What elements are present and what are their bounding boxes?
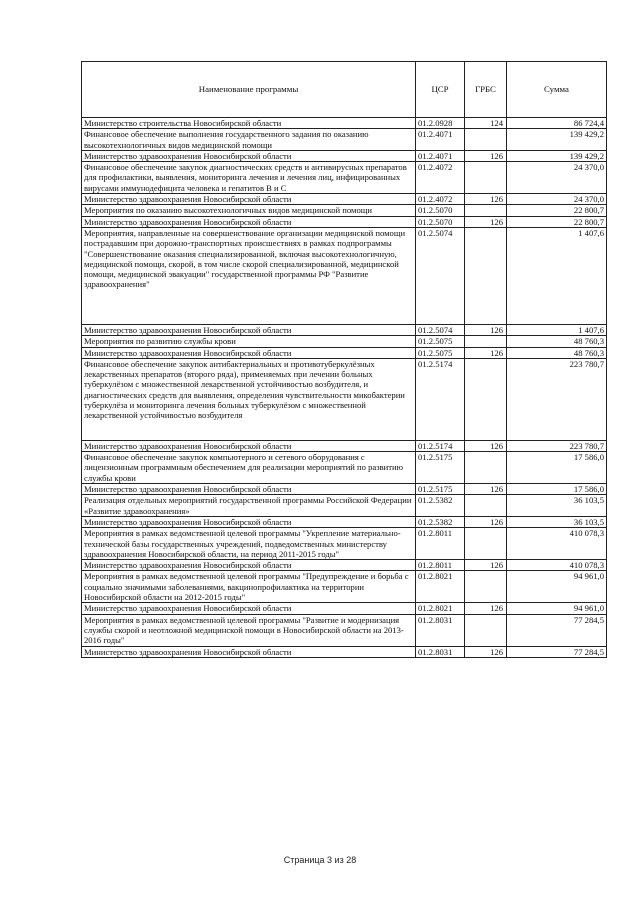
row-csr-code: 01.2.0928 — [416, 118, 465, 129]
row-program-name: Реализация отдельных мероприятий государственной программы Российской Федерации «Развитие здравоохранения» — [82, 495, 416, 517]
row-program-name: Министерство здравоохранения Новосибирской области — [82, 560, 416, 571]
row-sum: 36 103,5 — [507, 495, 607, 517]
row-program-name: Мероприятия в рамках ведомственной целевой программы "Предупреждение и борьба с социально значимыми заболеваниями, вакцинопрофилактика на территории Новосибирской области на 2012-2015 годы" — [82, 571, 416, 603]
row-program-name: Финансовое обеспечение выполнения государственного задания по оказанию высокотехнологичных видов медицинской помощи — [82, 129, 416, 151]
row-sum: 1 407,6 — [507, 324, 607, 335]
table-row — [82, 118, 607, 129]
row-sum: 48 760,3 — [507, 347, 607, 358]
row-csr-code: 01.2.5070 — [416, 205, 465, 216]
row-sum: 1 407,6 — [507, 227, 607, 324]
row-csr-code: 01.2.4071 — [416, 150, 465, 161]
header-program-name: Наименование программы — [82, 62, 416, 118]
row-csr-code: 01.2.5174 — [416, 440, 465, 451]
row-grbs-code — [465, 358, 507, 440]
table-row — [82, 484, 607, 495]
row-sum: 94 961,0 — [507, 603, 607, 614]
row-sum: 22 800,7 — [507, 216, 607, 227]
row-sum: 410 078,3 — [507, 528, 607, 560]
row-sum: 17 586,0 — [507, 484, 607, 495]
row-sum: 139 429,2 — [507, 129, 607, 151]
row-csr-code: 01.2.5074 — [416, 227, 465, 324]
table-body — [82, 118, 607, 658]
row-program-name: Финансовое обеспечение закупок диагностических средств и антивирусных препаратов для профилактики, выявления, мониторинга лечения и лечения лиц, инфицированных вирусами иммунодефицита человека и гепатитов В и С — [82, 162, 416, 194]
row-csr-code: 01.2.8031 — [416, 646, 465, 657]
row-program-name: Министерство здравоохранения Новосибирской области — [82, 516, 416, 527]
row-program-name: Министерство здравоохранения Новосибирской области — [82, 440, 416, 451]
row-csr-code: 01.2.8031 — [416, 614, 465, 646]
row-program-name: Министерство здравоохранения Новосибирской области — [82, 216, 416, 227]
row-csr-code: 01.2.5174 — [416, 358, 465, 440]
row-grbs-code: 126 — [465, 216, 507, 227]
row-sum: 86 724,4 — [507, 118, 607, 129]
row-grbs-code — [465, 336, 507, 347]
table-row — [82, 194, 607, 205]
row-csr-code: 01.2.5074 — [416, 324, 465, 335]
row-sum: 94 961,0 — [507, 571, 607, 603]
row-sum: 48 760,3 — [507, 336, 607, 347]
row-sum: 24 370,0 — [507, 162, 607, 194]
budget-document-sheet — [81, 61, 606, 658]
row-grbs-code: 126 — [465, 516, 507, 527]
row-csr-code: 01.2.5075 — [416, 336, 465, 347]
row-program-name: Министерство здравоохранения Новосибирской области — [82, 324, 416, 335]
table-row — [82, 150, 607, 161]
row-sum: 223 780,7 — [507, 440, 607, 451]
row-sum: 77 284,5 — [507, 614, 607, 646]
row-grbs-code: 126 — [465, 150, 507, 161]
header-grbs: ГРБС — [465, 62, 507, 118]
row-grbs-code — [465, 162, 507, 194]
row-grbs-code: 126 — [465, 324, 507, 335]
row-grbs-code: 126 — [465, 560, 507, 571]
row-grbs-code: 124 — [465, 118, 507, 129]
row-grbs-code: 126 — [465, 603, 507, 614]
row-grbs-code — [465, 129, 507, 151]
row-csr-code: 01.2.5382 — [416, 516, 465, 527]
row-sum: 22 800,7 — [507, 205, 607, 216]
row-csr-code: 01.2.8011 — [416, 528, 465, 560]
table-row — [82, 528, 607, 560]
row-program-name: Мероприятия в рамках ведомственной целевой программы "Укрепление материально-технической базы государственных учреждений, подведомственных министерству здравоохранения Новосибирской области, на период 2011-2015 годы" — [82, 528, 416, 560]
row-sum: 24 370,0 — [507, 194, 607, 205]
row-program-name: Мероприятия по оказанию высокотехнологичных видов медицинской помощи — [82, 205, 416, 216]
row-csr-code: 01.2.5382 — [416, 495, 465, 517]
table-row — [82, 162, 607, 194]
row-grbs-code — [465, 528, 507, 560]
table-row — [82, 227, 607, 324]
table-row — [82, 216, 607, 227]
row-csr-code: 01.2.5175 — [416, 452, 465, 484]
row-sum: 17 586,0 — [507, 452, 607, 484]
table-row — [82, 571, 607, 603]
row-program-name: Министерство строительства Новосибирской области — [82, 118, 416, 129]
table-row — [82, 440, 607, 451]
row-program-name: Министерство здравоохранения Новосибирской области — [82, 347, 416, 358]
row-grbs-code — [465, 227, 507, 324]
table-header — [82, 62, 607, 118]
row-program-name: Финансовое обеспечение закупок антибактериальных и противотуберкулёзных лекарственных препаратов (второго ряда), применяемых при лечении больных туберкулёзом с множественной лекарственной устойчивостью возбудителя, и диагностических средств для выявления, определения чувствительности микобактерии туберкулёза и мониторинга лечения больных туберкулёзом с множественной лекарственной устойчивостью возбудителя — [82, 358, 416, 440]
table-row — [82, 560, 607, 571]
table-row — [82, 646, 607, 657]
row-csr-code: 01.2.8011 — [416, 560, 465, 571]
row-grbs-code: 126 — [465, 440, 507, 451]
table-row — [82, 603, 607, 614]
row-program-name: Финансовое обеспечение закупок компьютерного и сетевого оборудования с лицензионным программным обеспечением для реализации мероприятий по развитию службы крови — [82, 452, 416, 484]
row-grbs-code: 126 — [465, 347, 507, 358]
row-grbs-code: 126 — [465, 194, 507, 205]
row-grbs-code: 126 — [465, 484, 507, 495]
row-program-name: Министерство здравоохранения Новосибирской области — [82, 194, 416, 205]
row-sum: 223 780,7 — [507, 358, 607, 440]
table-row — [82, 358, 607, 440]
row-grbs-code — [465, 205, 507, 216]
table-row — [82, 336, 607, 347]
row-program-name: Мероприятия по развитию службы крови — [82, 336, 416, 347]
row-grbs-code: 126 — [465, 646, 507, 657]
page-number: Страница 3 из 28 — [283, 855, 357, 865]
row-grbs-code — [465, 495, 507, 517]
header-sum: Сумма — [507, 62, 607, 118]
table-row — [82, 516, 607, 527]
row-csr-code: 01.2.5175 — [416, 484, 465, 495]
row-csr-code: 01.2.5075 — [416, 347, 465, 358]
row-csr-code: 01.2.5070 — [416, 216, 465, 227]
row-program-name: Министерство здравоохранения Новосибирской области — [82, 484, 416, 495]
table-row — [82, 324, 607, 335]
table-row — [82, 205, 607, 216]
row-sum: 36 103,5 — [507, 516, 607, 527]
row-csr-code: 01.2.8021 — [416, 603, 465, 614]
row-csr-code: 01.2.8021 — [416, 571, 465, 603]
row-program-name: Министерство здравоохранения Новосибирской области — [82, 603, 416, 614]
table-row — [82, 614, 607, 646]
row-grbs-code — [465, 614, 507, 646]
row-sum: 77 284,5 — [507, 646, 607, 657]
table-row — [82, 452, 607, 484]
row-program-name: Министерство здравоохранения Новосибирской области — [82, 150, 416, 161]
program-table — [81, 61, 607, 658]
row-csr-code: 01.2.4072 — [416, 162, 465, 194]
row-program-name: Мероприятия, направленные на совершенствование организации медицинской помощи пострадавшим при дорожно-транспортных происшествиях в рамках подпрограммы "Совершенствование оказания специализированной, включая высокотехнологичную, медицинской помощи, скорой, в том числе скорой специализированной, медицинской помощи, медицинской эвакуации" государственной программы РФ "Развитие здравоохранения" — [82, 227, 416, 324]
table-row — [82, 129, 607, 151]
row-csr-code: 01.2.4071 — [416, 129, 465, 151]
row-grbs-code — [465, 571, 507, 603]
row-csr-code: 01.2.4072 — [416, 194, 465, 205]
row-program-name: Мероприятия в рамках ведомственной целевой программы "Развитие и модернизация службы скорой и неотложной медицинской помощи в Новосибирской области на 2013-2016 годы" — [82, 614, 416, 646]
row-sum: 410 078,3 — [507, 560, 607, 571]
header-csr: ЦСР — [416, 62, 465, 118]
table-row — [82, 347, 607, 358]
row-sum: 139 429,2 — [507, 150, 607, 161]
row-grbs-code — [465, 452, 507, 484]
row-program-name: Министерство здравоохранения Новосибирской области — [82, 646, 416, 657]
table-row — [82, 495, 607, 517]
